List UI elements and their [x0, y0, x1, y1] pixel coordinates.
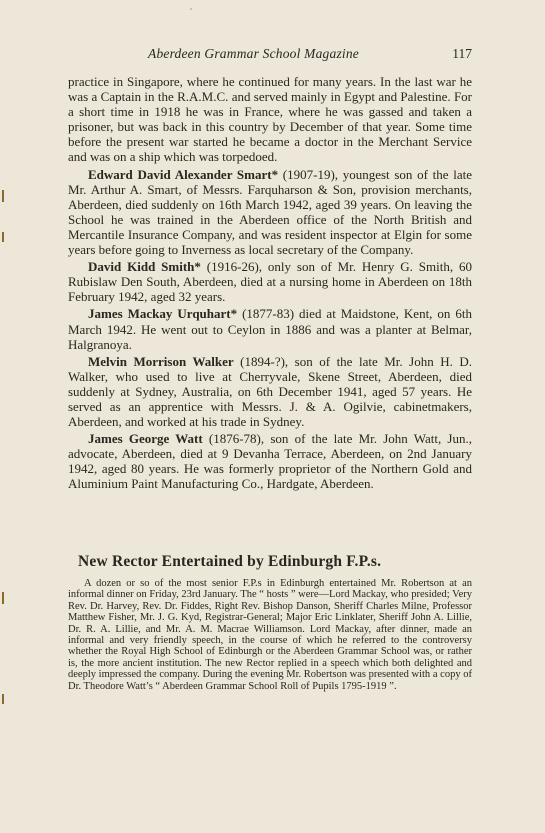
section-heading: New Rector Entertained by Edinburgh F.P.s. — [78, 553, 382, 570]
obituary-name: James George Watt — [88, 431, 203, 447]
obituary-paragraph — [68, 74, 472, 165]
page-number: 117 — [452, 46, 472, 61]
obituary-paragraph — [68, 259, 472, 304]
paper-speck — [190, 8, 192, 10]
margin-mark — [2, 694, 4, 704]
page-header — [68, 46, 472, 66]
obituary-column — [68, 74, 472, 494]
obituary-paragraph — [68, 431, 472, 491]
section-body: A dozen or so of the most senior F.P.s in Edinburgh entertained Mr. Robertson at an informal dinner on Friday, 23rd January. The “ hosts ” were—Lord Mackay, who presided; Very Rev. Dr. Harvey, Rev. Dr. Fiddes, Right Rev. Bishop Danson, Sheriff Charles Milne, Professor Matthew Fisher, Mr. J. G. Kyd, Registrar-General; Major Eric Linklater, Sheriff John A. Lillie, Dr. R. A. Lillie, and Mr. A. M. Macrae Williamson. Lord Mackay, after dinner, made an informal and very friendly speech, in the course of which he referred to the controversy whether the Royal High School of Edinburgh or the Aberdeen Grammar School was, or rather is, the more ancient institution. The new Rector replied in a speech which both delighted and deeply impressed the company. During the evening Mr. Robertson was presented with a copy of Dr. Theodore Watt’s “ Aberdeen Grammar School Roll of Pupils 1795-1919 ”. — [68, 578, 472, 692]
obituary-text: (1894-?), son of the late Mr. John H. D. Walker, who used to live at Cherryvale, Skene Street, Aberdeen, died suddenly at Sydney, Australia, on 6th December 1941, aged 57 years. He served as an apprentice with Messrs. J. & A. Ogilvie, cabinetmakers, Aberdeen, and worked at his trade in Sydney. — [68, 353, 472, 430]
running-title: Aberdeen Grammar School Magazine — [148, 46, 359, 61]
obituary-text: (1877-83) died at Maidstone, Kent, on 6th March 1942. He went out to Ceylon in 1886 and was a planter at Belmar, Halgranoya. — [68, 306, 473, 352]
obituary-name: Melvin Morrison Walker — [88, 353, 234, 369]
obituary-text: practice in Singapore, where he continued for many years. In the last war he was a Captain in the R.A.M.C. and served mainly in Egypt and Palestine. For a short time in 1918 he was in France, where he was gassed and taken a prisoner, but was back in this country by December of that year. Some time before the present war started he became a doctor in the Merchant Service and was on a ship which was torpedoed. — [68, 74, 472, 165]
obituary-name: David Kidd Smith* — [88, 259, 201, 275]
obituary-name: Edward David Alexander Smart* — [88, 166, 279, 182]
margin-mark — [2, 232, 4, 242]
obituary-paragraph — [68, 306, 472, 351]
obituary-name: James Mackay Urquhart* — [88, 306, 238, 322]
obituary-text: (1907-19), youngest son of the late Mr. Arthur A. Smart, of Messrs. Farquharson & Son, provision merchants, Aberdeen, died suddenly on 16th March 1942, aged 39 years. On leaving the School he was trained in the Aberdeen office of the North British and Mercantile Insurance Company, and was resident inspector at Elgin for some years before going to Inverness as local secretary of the Company. — [68, 166, 472, 258]
margin-mark — [2, 190, 4, 202]
obituary-paragraph — [68, 167, 472, 258]
margin-mark — [2, 592, 4, 604]
obituary-text: (1876-78), son of the late Mr. John Watt, Jun., advocate, Aberdeen, died at 9 Devanha Terrace, Aberdeen, on 2nd January 1942, aged 80 years. He was formerly proprietor of the Northern Gold and Aluminium Paint Manufacturing Co., Hardgate, Aberdeen. — [68, 431, 472, 492]
obituary-text: (1916-26), only son of Mr. Henry G. Smith, 60 Rubislaw Den South, Aberdeen, died at a nursing home in Aberdeen on 18th February 1942, aged 32 years. — [68, 259, 472, 305]
obituary-paragraph — [68, 354, 472, 429]
